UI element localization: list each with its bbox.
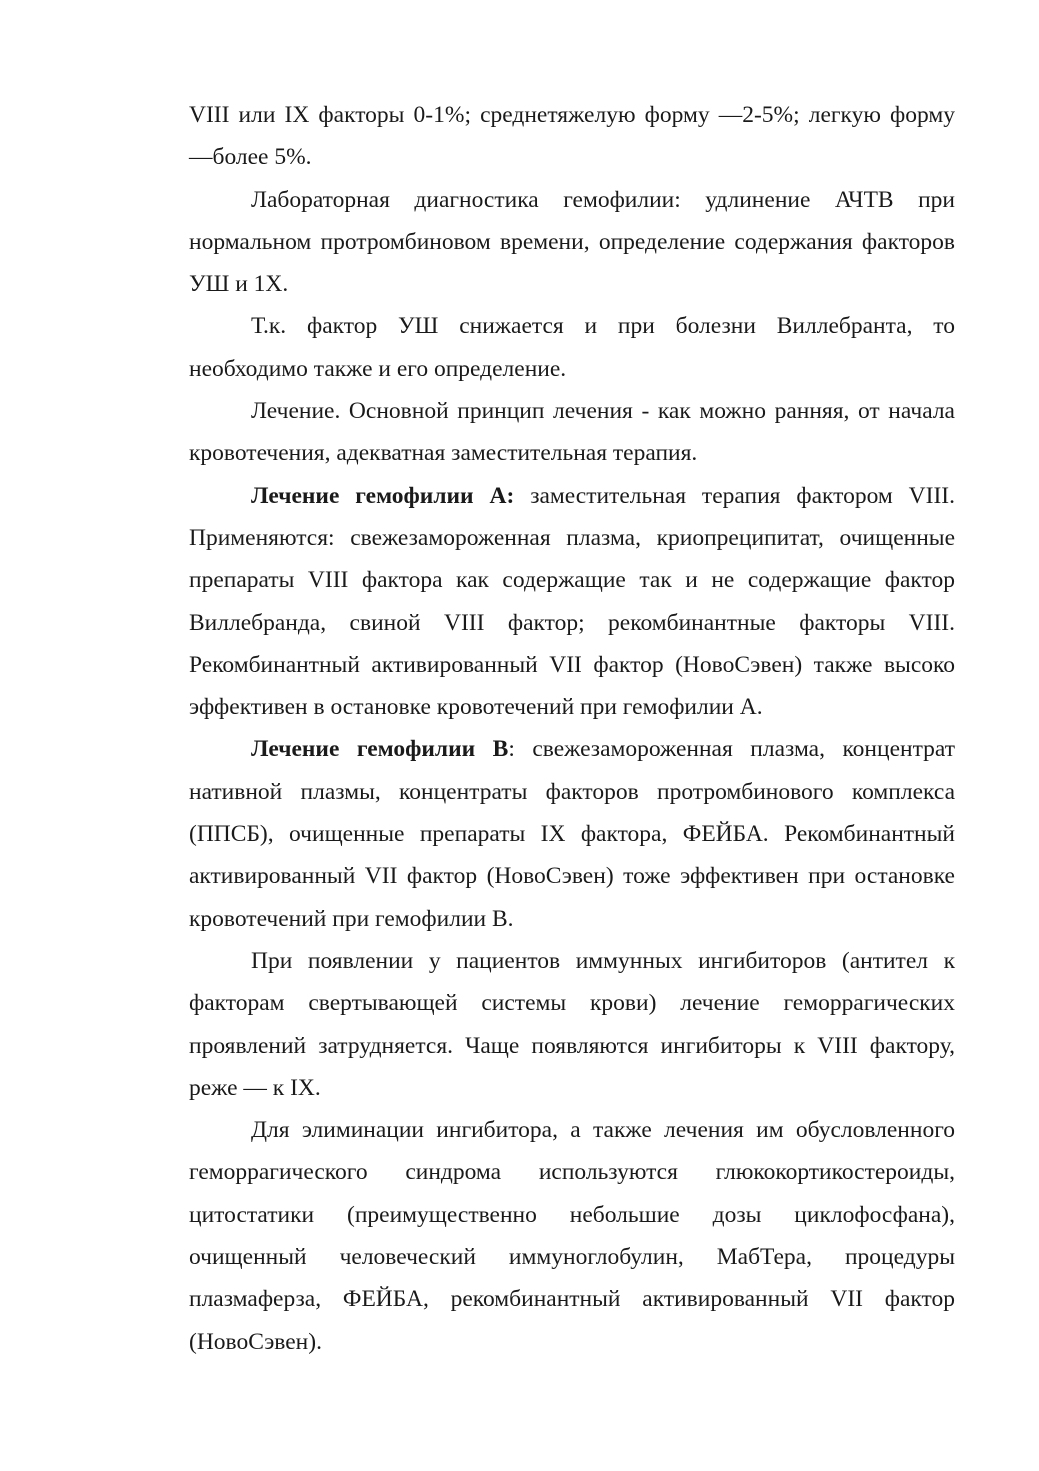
paragraph-lead-bold: Лечение гемофилии А: <box>251 482 515 509</box>
paragraph-treatment-principle <box>189 390 955 475</box>
paragraph-treatment-hemophilia-a <box>189 475 955 729</box>
paragraph-severity-continuation <box>189 94 955 179</box>
paragraph-text: Т.к. фактор УШ снижается и при болезни Виллебранта, то необходимо также и его определение. <box>189 313 955 382</box>
paragraph-inhibitors <box>189 940 955 1109</box>
paragraph-treatment-hemophilia-b <box>189 728 955 939</box>
paragraph-inhibitor-elimination <box>189 1109 955 1363</box>
document-page <box>189 94 955 1363</box>
paragraph-text: Для элиминации ингибитора, а также лечения им обусловленного геморрагического синдрома используются глюкокортикостероиды, цитостатики (преимущественно небольшие дозы циклофосфана), очищенный человеческий иммуноглобулин, МабТера, процедуры плазмаферза, ФЕЙБА, рекомбинантный активированный VII фактор (НовоСэвен). <box>189 1117 955 1355</box>
paragraph-text: заместительная терапия фактором VIII. Применяются: свежезамороженная плазма, криопреципитат, очищенные препараты VIII фактора как содержащие так и не содержащие фактор Виллебранда, свиной VIII фактор; рекомбинантные факторы VIII. Рекомбинантный активированный VII фактор (НовоСэвен) также высоко эффективен в остановке кровотечений при гемофилии А. <box>189 482 955 721</box>
paragraph-text: Лабораторная диагностика гемофилии: удлинение АЧТВ при нормальном протромбиновом времени, определение содержания факторов УШ и 1Х. <box>189 186 955 298</box>
paragraph-lab-diagnostics <box>189 179 955 306</box>
paragraph-text: : свежезамороженная плазма, концентрат нативной плазмы, концентраты факторов протромбинового комплекса (ППСБ), очищенные препараты IX фактора, ФЕЙБА. Рекомбинантный активированный VII фактор (НовоСэвен) тоже эффективен при остановке кровотечений при гемофилии В. <box>189 736 955 932</box>
paragraph-willebrand-note <box>189 305 955 390</box>
paragraph-text: При появлении у пациентов иммунных ингибиторов (антител к факторам свертывающей системы крови) лечение геморрагических проявлений затрудняется. Чаще появляются ингибиторы к VIII фактору, реже — к IX. <box>189 947 955 1101</box>
paragraph-text: Лечение. Основной принцип лечения - как можно ранняя, от начала кровотечения, адекватная заместительная терапия. <box>189 398 955 467</box>
paragraph-lead-bold: Лечение гемофилии В <box>251 736 509 763</box>
paragraph-text: VIII или IX факторы 0-1%; среднетяжелую форму —2-5%; легкую форму —более 5%. <box>189 102 955 171</box>
